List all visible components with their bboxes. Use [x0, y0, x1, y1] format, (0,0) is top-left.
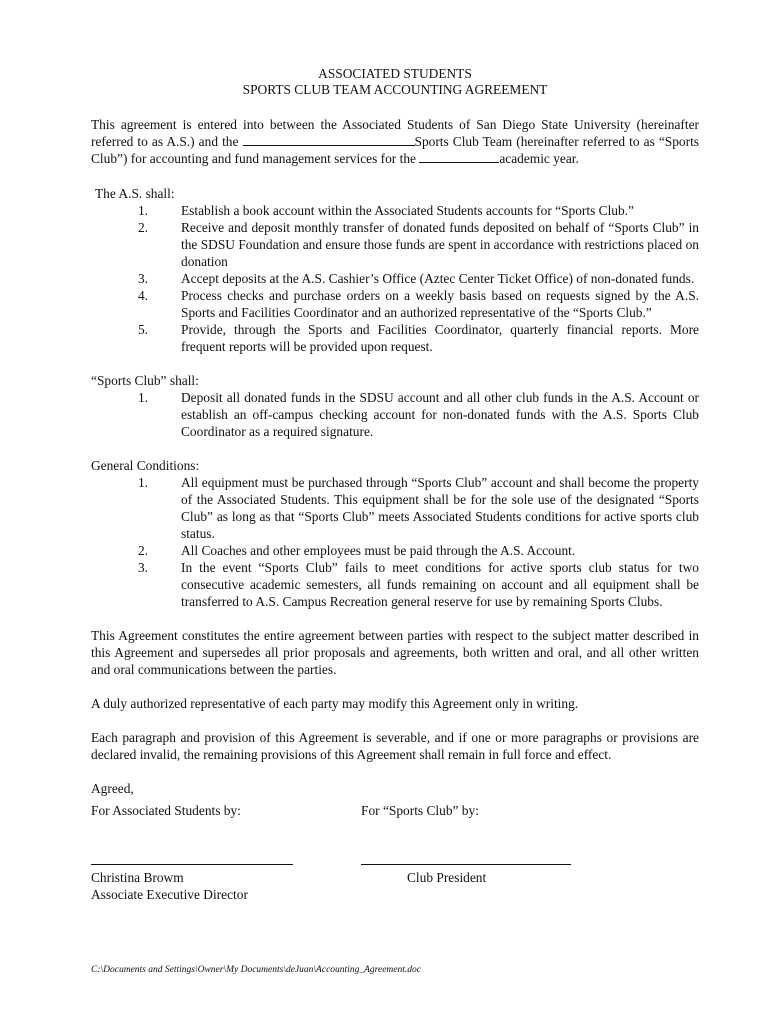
club-name-blank[interactable] [243, 133, 415, 146]
item-number: 1. [137, 475, 148, 490]
right-signature-line[interactable] [361, 864, 571, 865]
list-item [91, 202, 699, 219]
left-signature-label: For Associated Students by: [91, 803, 241, 818]
list-item [91, 270, 699, 287]
item-text: Receive and deposit monthly transfer of donated funds deposited on behalf of “Sports Club” in the SDSU Foundation and ensure those funds are spent in accordance with restrictions placed on donation [181, 220, 699, 269]
item-text: Deposit all donated funds in the SDSU account and all other club funds in the A.S. Account or establish an off-campus checking account for non-donated funds with the A.S. Sports Club Coordinator as a required signature. [181, 390, 699, 439]
left-signature-line[interactable] [91, 864, 293, 865]
item-text: All Coaches and other employees must be paid through the A.S. Account. [181, 543, 576, 558]
general-conditions-list [91, 474, 699, 610]
as-shall-section [91, 185, 699, 355]
modification-paragraph: A duly authorized representative of each party may modify this Agreement only in writing. [91, 696, 579, 711]
document-body [91, 66, 699, 797]
list-item [91, 287, 699, 321]
as-shall-list [91, 202, 699, 355]
item-number: 4. [137, 288, 148, 303]
severability-paragraph: Each paragraph and provision of this Agreement is severable, and if one or more paragraphs or provisions are declared invalid, the remaining provisions of this Agreement shall remain in full force and effect. [91, 730, 699, 762]
general-conditions-heading: General Conditions: [91, 458, 200, 473]
item-text: In the event “Sports Club” fails to meet conditions for active sports club status for two consecutive academic semesters, all funds remaining on account and all equipment shall be transferred to A.S. Campus Recreation general reserve for use by remaining Sports Clubs. [181, 560, 699, 609]
list-item [91, 559, 699, 610]
intro-text-2: Sports Club Team (hereinafter referred to as “Sports Club”) for accounting and fund management services for the [91, 134, 700, 166]
academic-year-blank[interactable] [419, 150, 499, 163]
as-shall-heading: The A.S. shall: [95, 186, 175, 201]
intro-paragraph [91, 116, 699, 167]
club-shall-list [91, 389, 699, 440]
left-signer-name: Christina Browm [91, 870, 184, 885]
club-shall-section [91, 372, 699, 440]
agreed-text: Agreed, [91, 781, 134, 796]
item-text: All equipment must be purchased through “Sports Club” account and shall become the property of the Associated Students. This equipment shall be for the sole use of the designated “Sports Club” as long as that “Sports Club” meets Associated Students conditions for active sports club status. [181, 475, 699, 541]
item-text: Process checks and purchase orders on a weekly basis based on requests signed by the A.S. Sports and Facilities Coordinator and an authorized representative of the “Sports Club.” [181, 288, 699, 320]
right-signer-title: Club President [407, 870, 487, 885]
list-item [91, 219, 699, 270]
intro-text-3: academic year. [499, 151, 579, 166]
item-number: 2. [137, 543, 148, 558]
entire-agreement-paragraph: This Agreement constitutes the entire agreement between parties with respect to the subject matter described in this Agreement and supersedes all prior proposals and agreements, both written and oral, and all other written and oral communications between the parties. [91, 628, 699, 677]
list-item [91, 321, 699, 355]
club-shall-heading: “Sports Club” shall: [91, 373, 199, 388]
intro-text-1: This agreement is entered into between the Associated Students of San Diego State University (hereinafter referred to as A.S.) and the [91, 117, 699, 149]
list-item [91, 542, 699, 559]
item-number: 1. [137, 390, 148, 405]
item-number: 1. [137, 203, 148, 218]
item-number: 2. [137, 220, 148, 235]
file-path-footer: C:\Documents and Settings\Owner\My Documents\deJuan\Accounting_Agreement.doc [91, 965, 421, 975]
org-heading: ASSOCIATED STUDENTS [318, 66, 472, 81]
item-text: Provide, through the Sports and Facilities Coordinator, quarterly financial reports. More frequent reports will be provided upon request. [181, 322, 699, 354]
list-item [91, 474, 699, 542]
general-conditions-section [91, 457, 699, 610]
item-text: Accept deposits at the A.S. Cashier’s Office (Aztec Center Ticket Office) of non-donated funds. [181, 271, 695, 286]
list-item [91, 389, 699, 440]
item-number: 3. [137, 560, 148, 575]
item-number: 5. [137, 322, 148, 337]
item-text: Establish a book account within the Associated Students accounts for “Sports Club.” [181, 203, 634, 218]
left-signer-title: Associate Executive Director [91, 887, 248, 902]
item-number: 3. [137, 271, 148, 286]
document-title: SPORTS CLUB TEAM ACCOUNTING AGREEMENT [242, 82, 548, 97]
right-signature-label: For “Sports Club” by: [361, 803, 479, 818]
